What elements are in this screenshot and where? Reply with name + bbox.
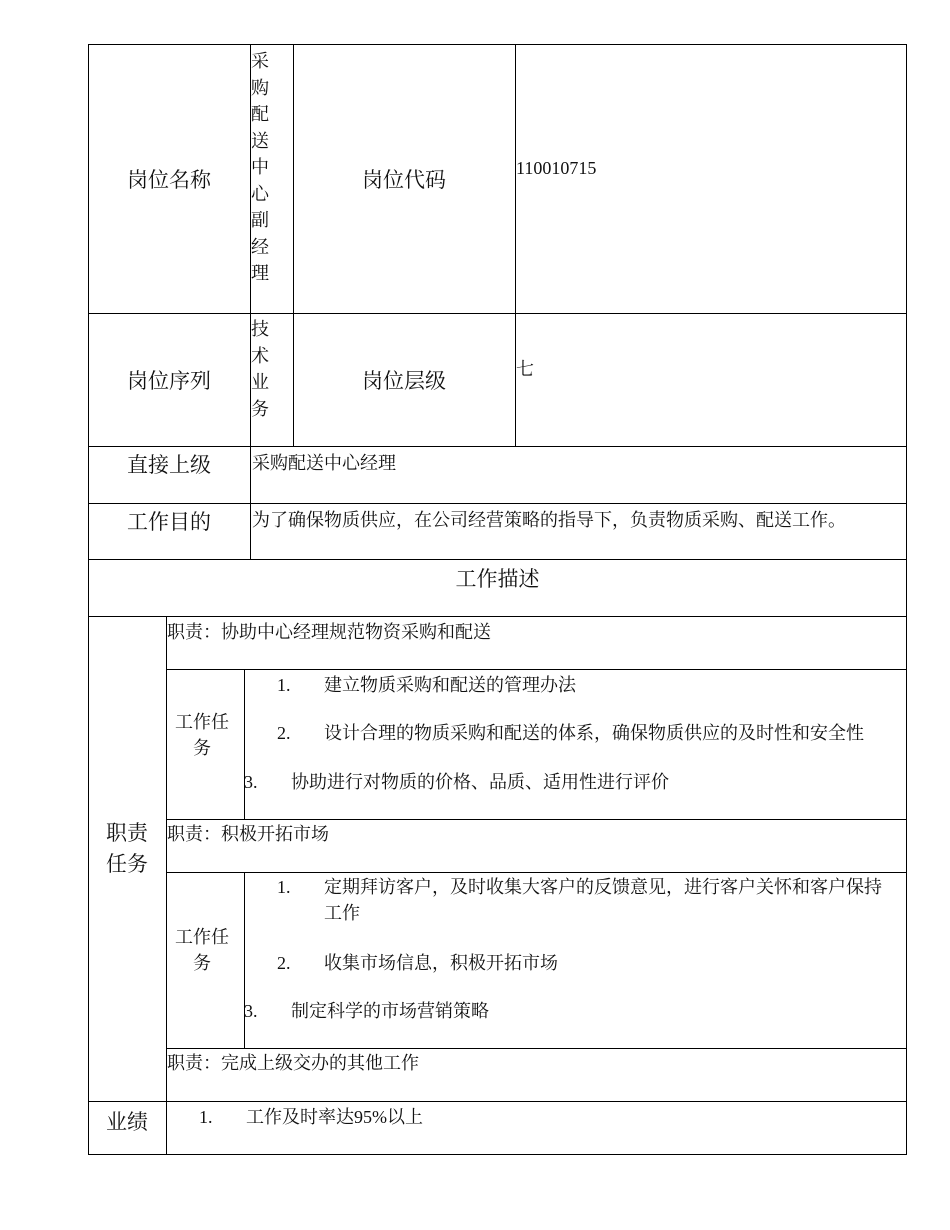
task-label: 工作任务 xyxy=(175,927,229,973)
col-divider xyxy=(244,669,245,819)
position-name-value: 采购配送中心副经理 xyxy=(251,51,269,283)
task-label: 工作任务 xyxy=(175,712,229,758)
performance-label: 业绩 xyxy=(106,1110,148,1134)
superior-label: 直接上级 xyxy=(127,453,211,477)
superior-value: 采购配送中心经理 xyxy=(252,453,396,473)
position-code-value: 110010715 xyxy=(516,158,597,178)
duties-label: 职责任务 xyxy=(106,821,148,876)
row-divider xyxy=(166,872,907,873)
row-divider xyxy=(88,616,907,617)
duty-title: 职责：积极开拓市场 xyxy=(167,824,329,844)
task-item: 3. 制定科学的市场营销策略 xyxy=(244,1001,489,1021)
task-item: 2. 收集市场信息，积极开拓市场 xyxy=(277,953,558,973)
row-divider xyxy=(166,669,907,670)
col-divider xyxy=(515,44,516,446)
duty-title: 职责：完成上级交办的其他工作 xyxy=(167,1053,419,1073)
task-item: 1. 定期拜访客户，及时收集大客户的反馈意见，进行客户关怀和客户保持工作 xyxy=(277,877,882,923)
task-item: 2. 设计合理的物质采购和配送的体系，确保物质供应的及时性和安全性 xyxy=(277,723,864,743)
position-level-value: 七 xyxy=(516,359,534,379)
row-divider xyxy=(166,819,907,820)
position-name-label: 岗位名称 xyxy=(127,167,211,192)
task-item: 1. 建立物质采购和配送的管理办法 xyxy=(277,675,576,695)
row-divider xyxy=(166,1048,907,1049)
row-divider xyxy=(88,1101,907,1102)
position-series-value: 技术业务 xyxy=(251,319,269,419)
purpose-value: 为了确保物质供应，在公司经营策略的指导下，负责物质采购、配送工作。 xyxy=(252,510,846,530)
position-series-label: 岗位序列 xyxy=(127,368,211,393)
task-item: 3. 协助进行对物质的价格、品质、适用性进行评价 xyxy=(244,772,669,792)
description-header: 工作描述 xyxy=(455,566,540,591)
purpose-label: 工作目的 xyxy=(127,510,211,534)
duty-title: 职责：协助中心经理规范物资采购和配送 xyxy=(167,622,491,642)
position-level-label: 岗位层级 xyxy=(362,368,446,393)
position-code-label: 岗位代码 xyxy=(362,167,446,192)
performance-item: 1. 工作及时率达95%以上 xyxy=(199,1107,423,1127)
